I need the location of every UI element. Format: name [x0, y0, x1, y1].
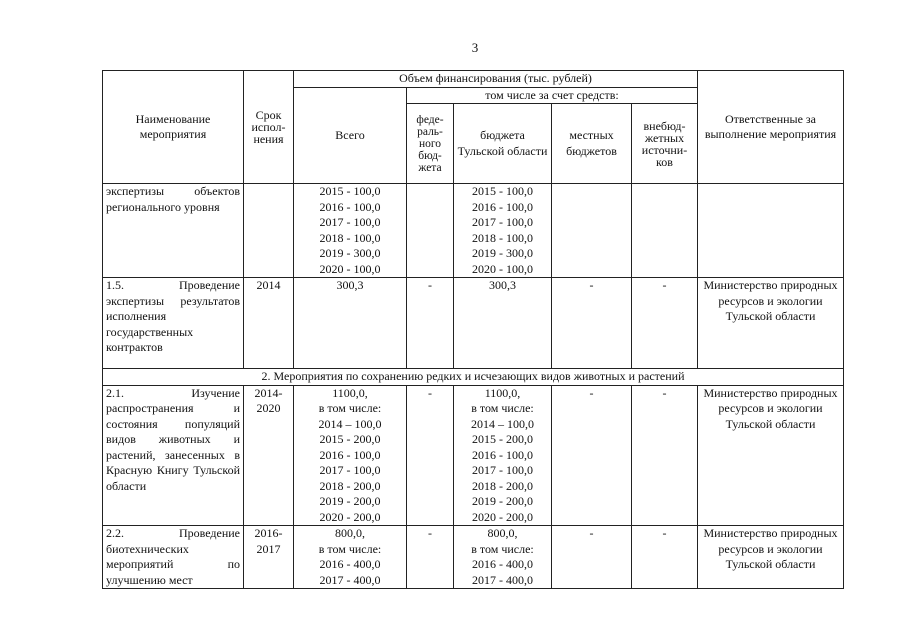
- row-regional: 1100,0, в том числе: 2014 – 100,0 2015 - 200,0 2016 - 100,0 2017 - 100,0 2018 - 200,0 2019 - 200,0 2020 - 200,0: [454, 385, 552, 526]
- row-name: 2.1. Изучение распространения и состояния популяций видов животных и растений, занесенных в Красную Книгу Тульской области: [103, 385, 244, 526]
- row-extra: [632, 184, 698, 278]
- section-row: [103, 369, 844, 386]
- row-local: -: [552, 278, 632, 369]
- header-term: Срок испол-нения: [244, 71, 294, 184]
- row-local: -: [552, 526, 632, 589]
- row-term: [244, 184, 294, 278]
- header-federal: феде-раль-ного бюд-жета: [407, 104, 454, 184]
- header-responsible: Ответственные за выполнение мероприятия: [698, 71, 844, 184]
- row-local: [552, 184, 632, 278]
- row-total: 1100,0, в том числе: 2014 – 100,0 2015 - 200,0 2016 - 100,0 2017 - 100,0 2018 - 200,0 2019 - 200,0 2020 - 200,0: [294, 385, 407, 526]
- header-funding-group: Объем финансирования (тыс. рублей): [294, 71, 698, 88]
- table-row: [103, 385, 844, 526]
- row-name: экспертизы объектов регионального уровня: [103, 184, 244, 278]
- row-name: 1.5. Проведение экспертизы результатов исполнения государственных контрактов: [103, 278, 244, 369]
- section-title: 2. Мероприятия по сохранению редких и исчезающих видов животных и растений: [103, 369, 844, 386]
- row-total: 800,0, в том числе: 2016 - 400,0 2017 - 400,0: [294, 526, 407, 589]
- row-term: 2016-2017: [244, 526, 294, 589]
- page-number: 3: [471, 40, 479, 55]
- header-total: Всего: [294, 87, 407, 184]
- row-term: 2014: [244, 278, 294, 369]
- row-extra: -: [632, 385, 698, 526]
- row-regional: 2015 - 100,0 2016 - 100,0 2017 - 100,0 2018 - 100,0 2019 - 300,0 2020 - 100,0: [454, 184, 552, 278]
- header-row-1: [103, 71, 844, 88]
- row-total: 2015 - 100,0 2016 - 100,0 2017 - 100,0 2018 - 100,0 2019 - 300,0 2020 - 100,0: [294, 184, 407, 278]
- header-name: Наименование мероприятия: [103, 71, 244, 184]
- table-row: [103, 184, 844, 278]
- row-extra: -: [632, 526, 698, 589]
- header-regional: бюджета Тульской области: [454, 104, 552, 184]
- row-extra: -: [632, 278, 698, 369]
- row-term: 2014-2020: [244, 385, 294, 526]
- row-federal: -: [407, 385, 454, 526]
- table-row: [103, 526, 844, 589]
- header-extra: внебюд-жетных источни-ков: [632, 104, 698, 184]
- table-row: [103, 278, 844, 369]
- row-name: 2.2. Проведение биотехнических мероприятий по улучшению мест: [103, 526, 244, 589]
- row-regional: 800,0, в том числе: 2016 - 400,0 2017 - 400,0: [454, 526, 552, 589]
- header-including-group: том числе за счет средств:: [407, 87, 698, 104]
- funding-table: [102, 70, 844, 589]
- row-total: 300,3: [294, 278, 407, 369]
- row-responsible: [698, 184, 844, 278]
- row-responsible: Министерство природных ресурсов и экологии Тульской области: [698, 385, 844, 526]
- row-federal: [407, 184, 454, 278]
- row-federal: -: [407, 278, 454, 369]
- row-responsible: Министерство природных ресурсов и экологии Тульской области: [698, 278, 844, 369]
- row-local: -: [552, 385, 632, 526]
- row-federal: -: [407, 526, 454, 589]
- row-responsible: Министерство природных ресурсов и экологии Тульской области: [698, 526, 844, 589]
- row-regional: 300,3: [454, 278, 552, 369]
- header-local: местных бюджетов: [552, 104, 632, 184]
